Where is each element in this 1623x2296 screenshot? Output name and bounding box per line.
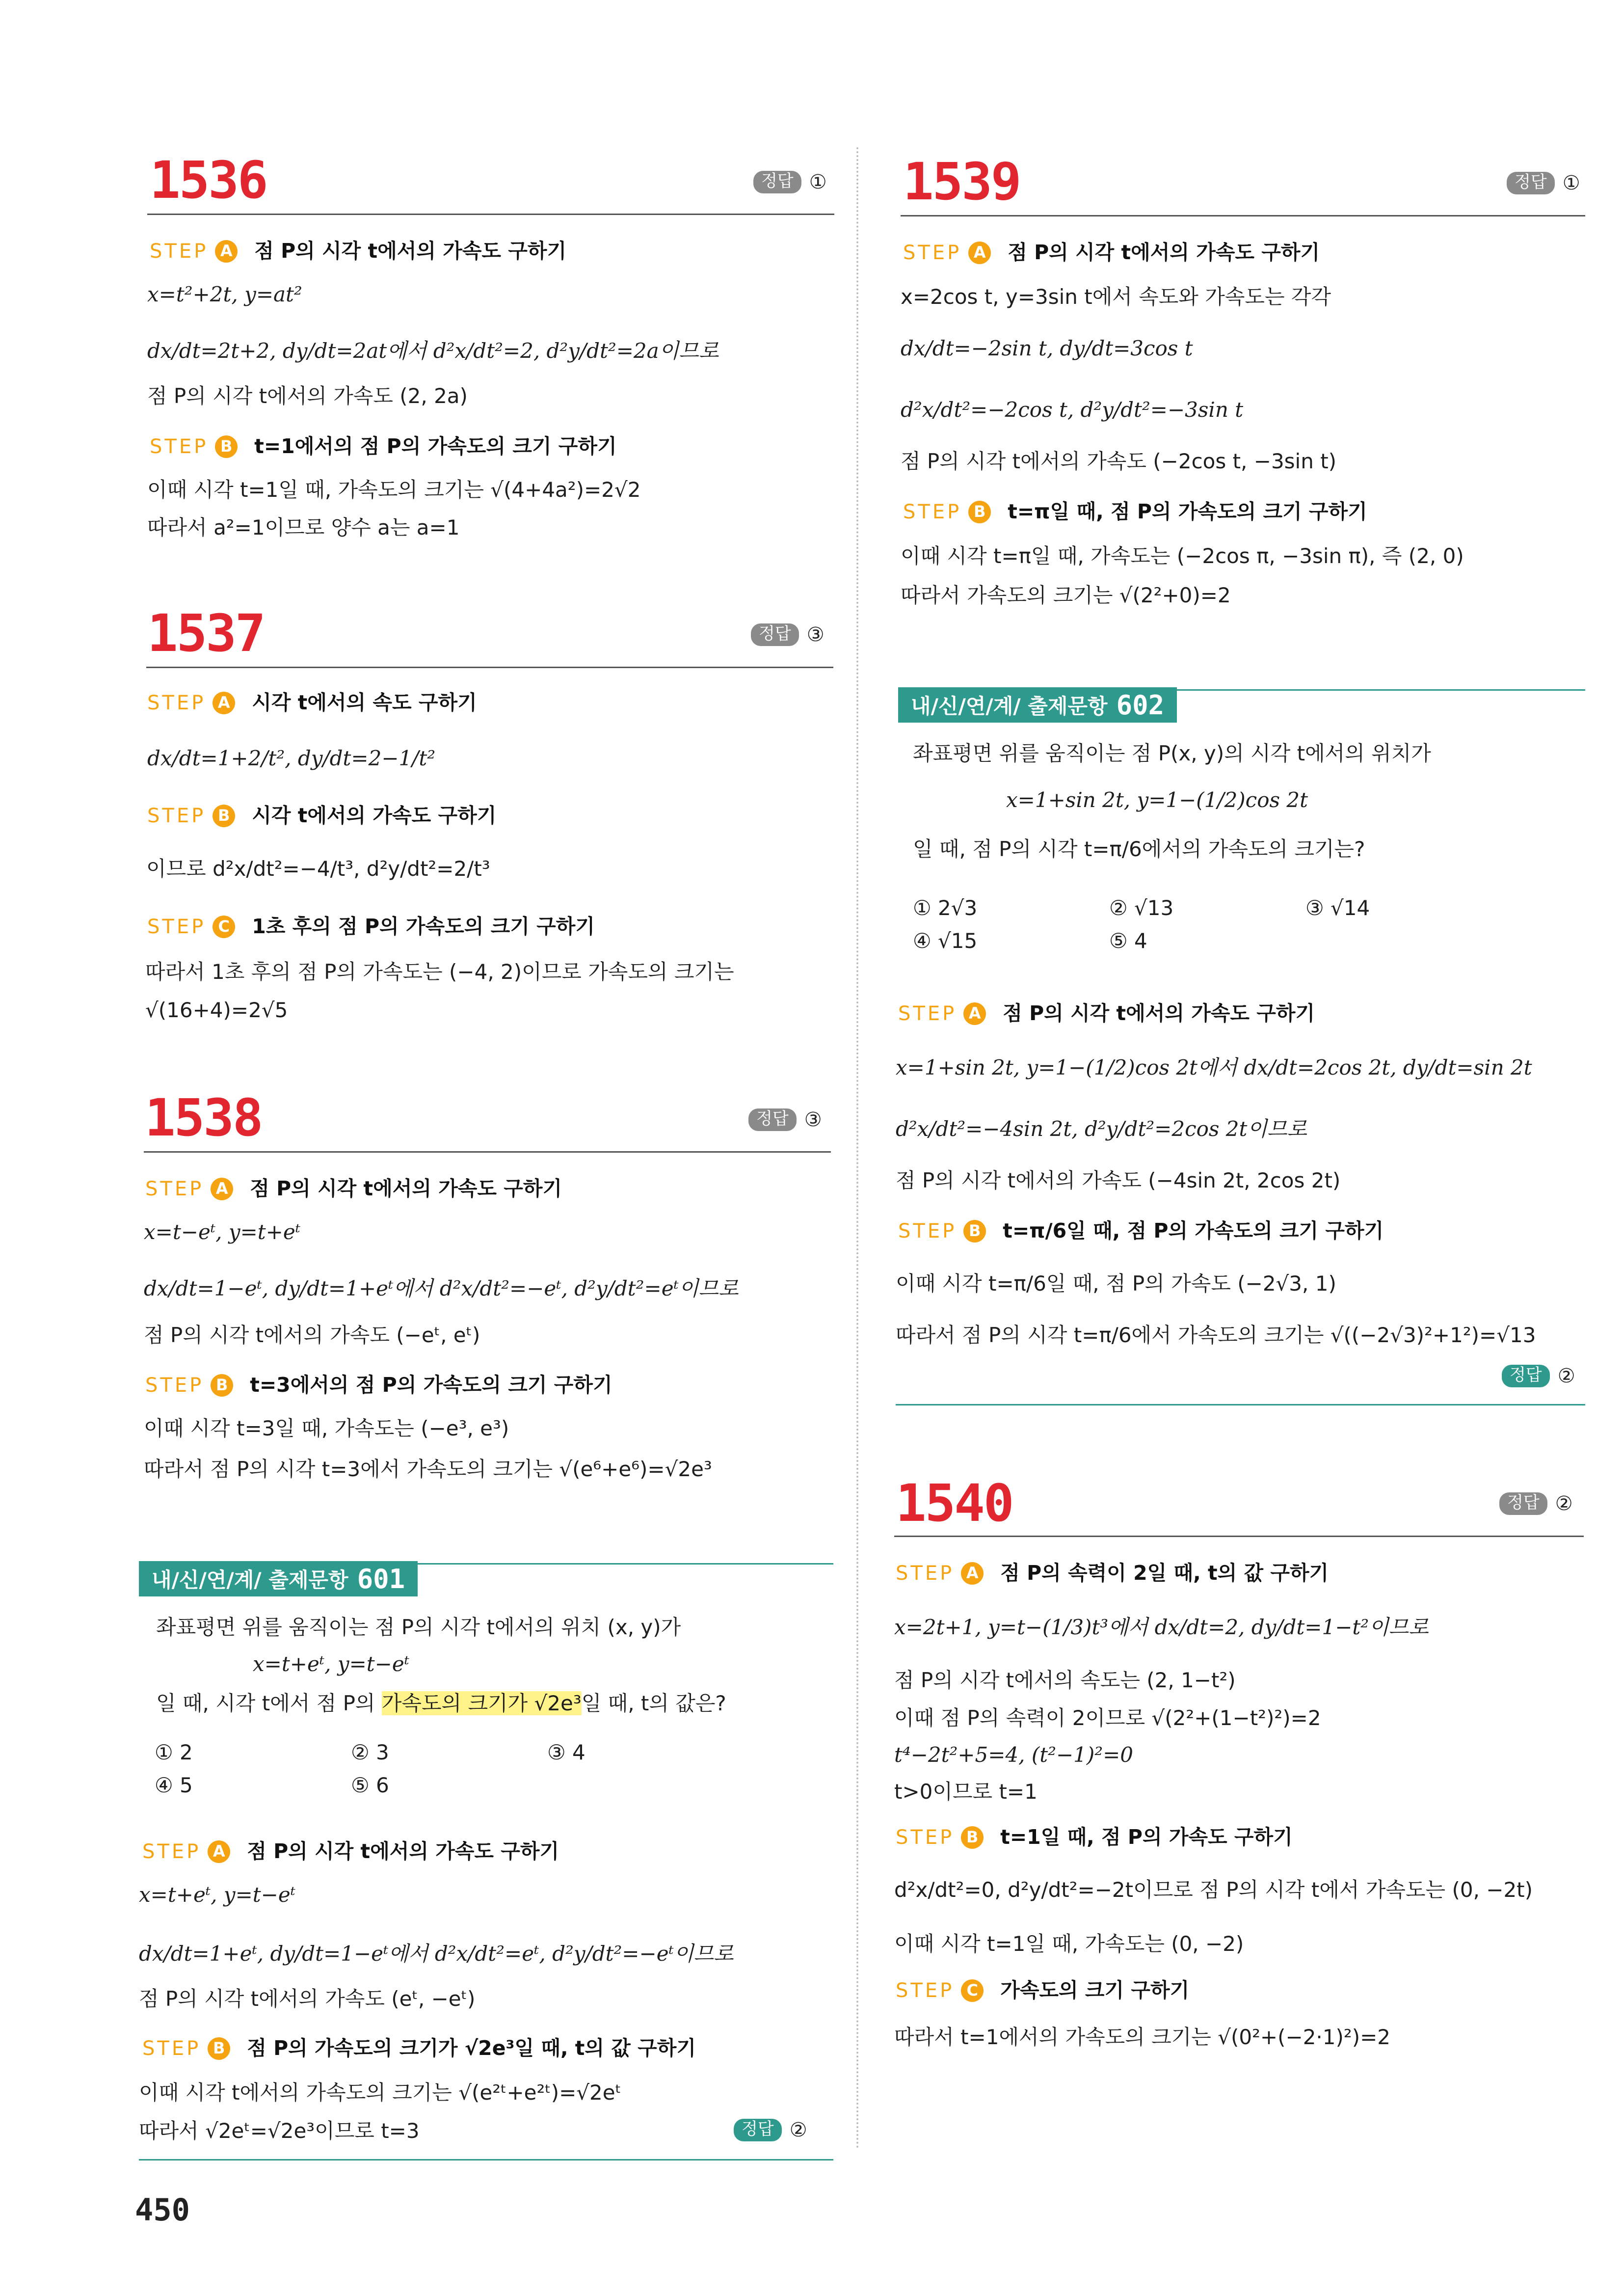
step-a: [903, 241, 1320, 265]
solution-line: 점 P의 시각 t에서의 속도는 (2, 1−t²): [894, 1668, 1236, 1692]
header-rule: [894, 1536, 1584, 1537]
solution-line: t⁴−2t²+5=4, (t²−1)²=0: [894, 1743, 1134, 1767]
header-rule: [147, 214, 834, 215]
step-word: STEP: [142, 1840, 201, 1863]
section-rule: [139, 2159, 833, 2161]
answer-badge: [748, 1108, 822, 1131]
solution-line: 이때 시각 t=3일 때, 가속도는 (−e³, e³): [144, 1416, 509, 1440]
choice: ③ 4: [547, 1740, 585, 1764]
answer-badge: [734, 2119, 807, 2141]
answer-label: 정답: [748, 1108, 797, 1131]
answer-mark: ①: [809, 171, 827, 193]
solution-line: 이므로 d²x/dt²=−4/t³, d²y/dt²=2/t³: [146, 857, 490, 881]
step-word: STEP: [150, 240, 209, 263]
step-word: STEP: [896, 1826, 955, 1849]
solution-line: dx/dt=2t+2, dy/dt=2at에서 d²x/dt²=2, d²y/dt²=2a이므로: [147, 339, 719, 363]
solution-line: dx/dt=1−eᵗ, dy/dt=1+eᵗ에서 d²x/dt²=−eᵗ, d²y/dt²=eᵗ이므로: [144, 1276, 739, 1300]
banner-label: 내/신/연/계/ 출제문항: [911, 694, 1108, 718]
step-c: [896, 1978, 1189, 2002]
choice: ④ √15: [913, 929, 978, 953]
answer-label: 정답: [1502, 1365, 1550, 1387]
solution-line: x=2cos t, y=3sin t에서 속도와 가속도는 각각: [901, 285, 1331, 309]
solution-line: 이때 시각 t=1일 때, 가속도는 (0, −2): [894, 1932, 1244, 1956]
choice: ① 2: [155, 1740, 193, 1764]
solution-line: x=2t+1, y=t−(1/3)t³에서 dx/dt=2, dy/dt=1−t²이므로: [894, 1615, 1429, 1639]
solution-line: d²x/dt²=0, d²y/dt²=−2t이므로 점 P의 시각 t에서 가속도는 (0, −2t): [894, 1878, 1533, 1902]
step-b: [896, 1825, 1293, 1849]
answer-label: 정답: [1507, 172, 1555, 194]
answer-label: 정답: [1499, 1492, 1547, 1514]
step-a: [898, 1001, 1315, 1026]
step-a: [896, 1561, 1329, 1585]
banner-label: 내/신/연/계/ 출제문항: [152, 1568, 348, 1592]
banner-number: 601: [357, 1563, 405, 1594]
step-title: t=1에서의 점 P의 가속도의 크기 구하기: [254, 434, 617, 458]
step-letter: C: [213, 916, 235, 938]
question-pre: 일 때, 시각 t에서 점 P의: [156, 1691, 382, 1715]
step-title: 시각 t에서의 속도 구하기: [252, 691, 477, 714]
step-b: [142, 2036, 696, 2060]
step-letter: B: [968, 501, 991, 523]
answer-label: 정답: [753, 171, 801, 193]
answer-badge: [1507, 172, 1580, 194]
solution-line: x=1+sin 2t, y=1−(1/2)cos 2t에서 dx/dt=2cos 2t, dy/dt=sin 2t: [896, 1055, 1532, 1080]
question-highlight: 가속도의 크기가 √2e³: [381, 1691, 582, 1715]
step-letter: A: [211, 1178, 233, 1200]
step-word: STEP: [896, 1562, 955, 1585]
step-b: [147, 804, 496, 828]
solution-line: x=t²+2t, y=at²: [147, 282, 302, 306]
step-letter: A: [208, 1840, 230, 1863]
step-c: [147, 915, 595, 939]
step-letter: A: [961, 1562, 984, 1585]
answer-mark: ②: [1555, 1492, 1573, 1515]
answer-mark: ①: [1562, 172, 1580, 194]
answer-badge: [753, 171, 827, 193]
step-title: 점 P의 시각 t에서의 가속도 구하기: [247, 1839, 559, 1863]
step-word: STEP: [147, 691, 206, 714]
choice: ④ 5: [155, 1773, 193, 1797]
column-divider: [856, 147, 858, 2150]
step-title: 점 P의 시각 t에서의 가속도 구하기: [1003, 1001, 1315, 1025]
solution-line: 이때 점 P의 속력이 2이므로 √(2²+(1−t²)²)=2: [894, 1706, 1321, 1730]
solution-line: x=t+eᵗ, y=t−eᵗ: [139, 1883, 296, 1907]
step-letter: C: [961, 1979, 984, 2002]
solution-line: √(16+4)=2√5: [145, 998, 288, 1022]
step-letter: A: [963, 1002, 986, 1025]
step-title: 가속도의 크기 구하기: [1000, 1978, 1190, 2002]
answer-mark: ③: [804, 1108, 822, 1131]
choices: [155, 1740, 744, 1797]
banner-rule: [898, 689, 1585, 691]
step-b: [145, 1373, 612, 1397]
step-word: STEP: [142, 2037, 201, 2060]
solution-line: 이때 시각 t에서의 가속도의 크기는 √(e²ᵗ+e²ᵗ)=√2eᵗ: [139, 2080, 621, 2105]
step-letter: B: [961, 1826, 984, 1849]
step-b: [903, 500, 1367, 524]
solution-line: 따라서 점 P의 시각 t=π/6에서 가속도의 크기는 √((−2√3)²+1²)=√13: [896, 1323, 1536, 1347]
step-title: 점 P의 가속도의 크기가 √2e³일 때, t의 값 구하기: [247, 2036, 696, 2060]
step-a: [145, 1177, 562, 1201]
link-banner: [898, 687, 1177, 723]
solution-line: t>0이므로 t=1: [894, 1780, 1038, 1804]
solution-line: 점 P의 시각 t에서의 가속도 (2, 2a): [147, 384, 468, 408]
step-title: 시각 t에서의 가속도 구하기: [252, 804, 497, 827]
problem-number: 1537: [147, 603, 265, 663]
solution-line: 점 P의 시각 t에서의 가속도 (−eᵗ, eᵗ): [144, 1323, 480, 1347]
solution-line: 따라서 t=1에서의 가속도의 크기는 √(0²+(−2·1)²)=2: [894, 2025, 1391, 2049]
step-a: [150, 239, 566, 263]
step-b: [150, 434, 617, 459]
step-title: 점 P의 시각 t에서의 가속도 구하기: [250, 1177, 562, 1200]
solution-line: 이때 시각 t=π/6일 때, 점 P의 가속도 (−2√3, 1): [896, 1271, 1336, 1296]
step-letter: B: [215, 435, 238, 458]
header-rule: [144, 1151, 831, 1153]
step-word: STEP: [896, 1979, 955, 2002]
step-title: 점 P의 시각 t에서의 가속도 구하기: [254, 239, 567, 263]
step-title: 1초 후의 점 P의 가속도의 크기 구하기: [252, 915, 595, 938]
step-title: t=π/6일 때, 점 P의 가속도의 크기 구하기: [1003, 1219, 1384, 1243]
question-line: x=1+sin 2t, y=1−(1/2)cos 2t: [1006, 788, 1308, 812]
problem-number: 1540: [896, 1473, 1013, 1533]
step-a: [147, 691, 477, 715]
answer-label: 정답: [751, 623, 799, 646]
step-letter: B: [208, 2037, 230, 2060]
link-banner: [139, 1561, 418, 1596]
answer-mark: ③: [806, 623, 825, 646]
choice: ② √13: [1109, 896, 1174, 920]
question-line: 좌표평면 위를 움직이는 점 P(x, y)의 시각 t에서의 위치가: [913, 741, 1431, 765]
step-letter: A: [213, 692, 235, 714]
solution-line: 따라서 가속도의 크기는 √(2²+0)=2: [901, 583, 1231, 607]
step-letter: B: [963, 1220, 986, 1243]
solution-line: dx/dt=1+eᵗ, dy/dt=1−eᵗ에서 d²x/dt²=eᵗ, d²y/dt²=−eᵗ이므로: [139, 1942, 734, 1966]
question-line: x=t+eᵗ, y=t−eᵗ: [253, 1652, 410, 1676]
banner-rule: [139, 1563, 833, 1565]
step-word: STEP: [145, 1374, 204, 1397]
solution-line: dx/dt=−2sin t, dy/dt=3cos t: [901, 336, 1193, 360]
choice: ⑤ 6: [351, 1773, 389, 1797]
step-title: t=π일 때, 점 P의 가속도의 크기 구하기: [1008, 500, 1367, 523]
problem-number: 1539: [903, 152, 1020, 212]
solution-line: d²x/dt²=−4sin 2t, d²y/dt²=2cos 2t이므로: [896, 1117, 1307, 1141]
answer-badge: [1499, 1492, 1573, 1515]
header-rule: [901, 215, 1585, 216]
choice: ② 3: [351, 1740, 389, 1764]
question-line: 좌표평면 위를 움직이는 점 P의 시각 t에서의 위치 (x, y)가: [156, 1615, 681, 1639]
step-letter: A: [968, 242, 991, 264]
step-word: STEP: [147, 915, 206, 938]
choice: ⑤ 4: [1109, 929, 1147, 953]
step-word: STEP: [903, 241, 962, 264]
banner-number: 602: [1116, 689, 1165, 721]
section-rule: [896, 1404, 1585, 1405]
question-post: 일 때, t의 값은?: [581, 1691, 726, 1715]
solution-line: 점 P의 시각 t에서의 가속도 (−2cos t, −3sin t): [901, 449, 1337, 473]
step-b: [898, 1219, 1384, 1243]
page-number: 450: [135, 2192, 190, 2228]
step-word: STEP: [898, 1219, 957, 1243]
solution-line: 따라서 1초 후의 점 P의 가속도는 (−4, 2)이므로 가속도의 크기는: [145, 960, 734, 984]
step-word: STEP: [147, 804, 206, 827]
step-letter: B: [211, 1374, 233, 1397]
answer-mark: ②: [789, 2119, 807, 2141]
solution-line: d²x/dt²=−2cos t, d²y/dt²=−3sin t: [901, 398, 1244, 422]
step-word: STEP: [145, 1177, 204, 1200]
step-title: 점 P의 속력이 2일 때, t의 값 구하기: [1000, 1561, 1329, 1585]
solution-line: 따라서 a²=1이므로 양수 a는 a=1: [147, 515, 460, 540]
choices: [913, 896, 1502, 953]
step-word: STEP: [150, 435, 209, 458]
solution-line: 따라서 √2eᵗ=√2e³이므로 t=3: [139, 2119, 420, 2143]
solution-line: 따라서 점 P의 시각 t=3에서 가속도의 크기는 √(e⁶+e⁶)=√2e³: [144, 1457, 712, 1481]
answer-badge: [751, 623, 825, 646]
solution-line: 점 P의 시각 t에서의 가속도 (−4sin 2t, 2cos 2t): [896, 1168, 1341, 1192]
solution-line: x=t−eᵗ, y=t+eᵗ: [144, 1220, 301, 1244]
question-line: 일 때, 점 P의 시각 t=π/6에서의 가속도의 크기는?: [913, 837, 1365, 861]
solution-line: 이때 시각 t=π일 때, 가속도는 (−2cos π, −3sin π), 즉 (2, 0): [901, 544, 1464, 568]
step-letter: A: [215, 240, 238, 263]
step-letter: B: [213, 805, 235, 827]
solution-line: dx/dt=1+2/t², dy/dt=2−1/t²: [147, 746, 436, 770]
answer-label: 정답: [734, 2119, 782, 2141]
problem-number: 1536: [150, 150, 267, 210]
choice: ③ √14: [1305, 896, 1370, 920]
step-word: STEP: [898, 1002, 957, 1025]
question-line: [156, 1691, 726, 1716]
header-rule: [146, 667, 833, 668]
problem-number: 1538: [145, 1088, 262, 1148]
answer-badge: [1502, 1365, 1575, 1387]
step-title: t=3에서의 점 P의 가속도의 크기 구하기: [250, 1373, 612, 1397]
choice: ① 2√3: [913, 896, 978, 920]
answer-mark: ②: [1557, 1365, 1575, 1387]
step-title: 점 P의 시각 t에서의 가속도 구하기: [1008, 241, 1320, 264]
step-a: [142, 1839, 559, 1864]
step-word: STEP: [903, 500, 962, 523]
solution-line: 이때 시각 t=1일 때, 가속도의 크기는 √(4+4a²)=2√2: [147, 478, 641, 502]
solution-line: 점 P의 시각 t에서의 가속도 (eᵗ, −eᵗ): [139, 1987, 476, 2011]
step-title: t=1일 때, 점 P의 가속도 구하기: [1000, 1825, 1293, 1849]
